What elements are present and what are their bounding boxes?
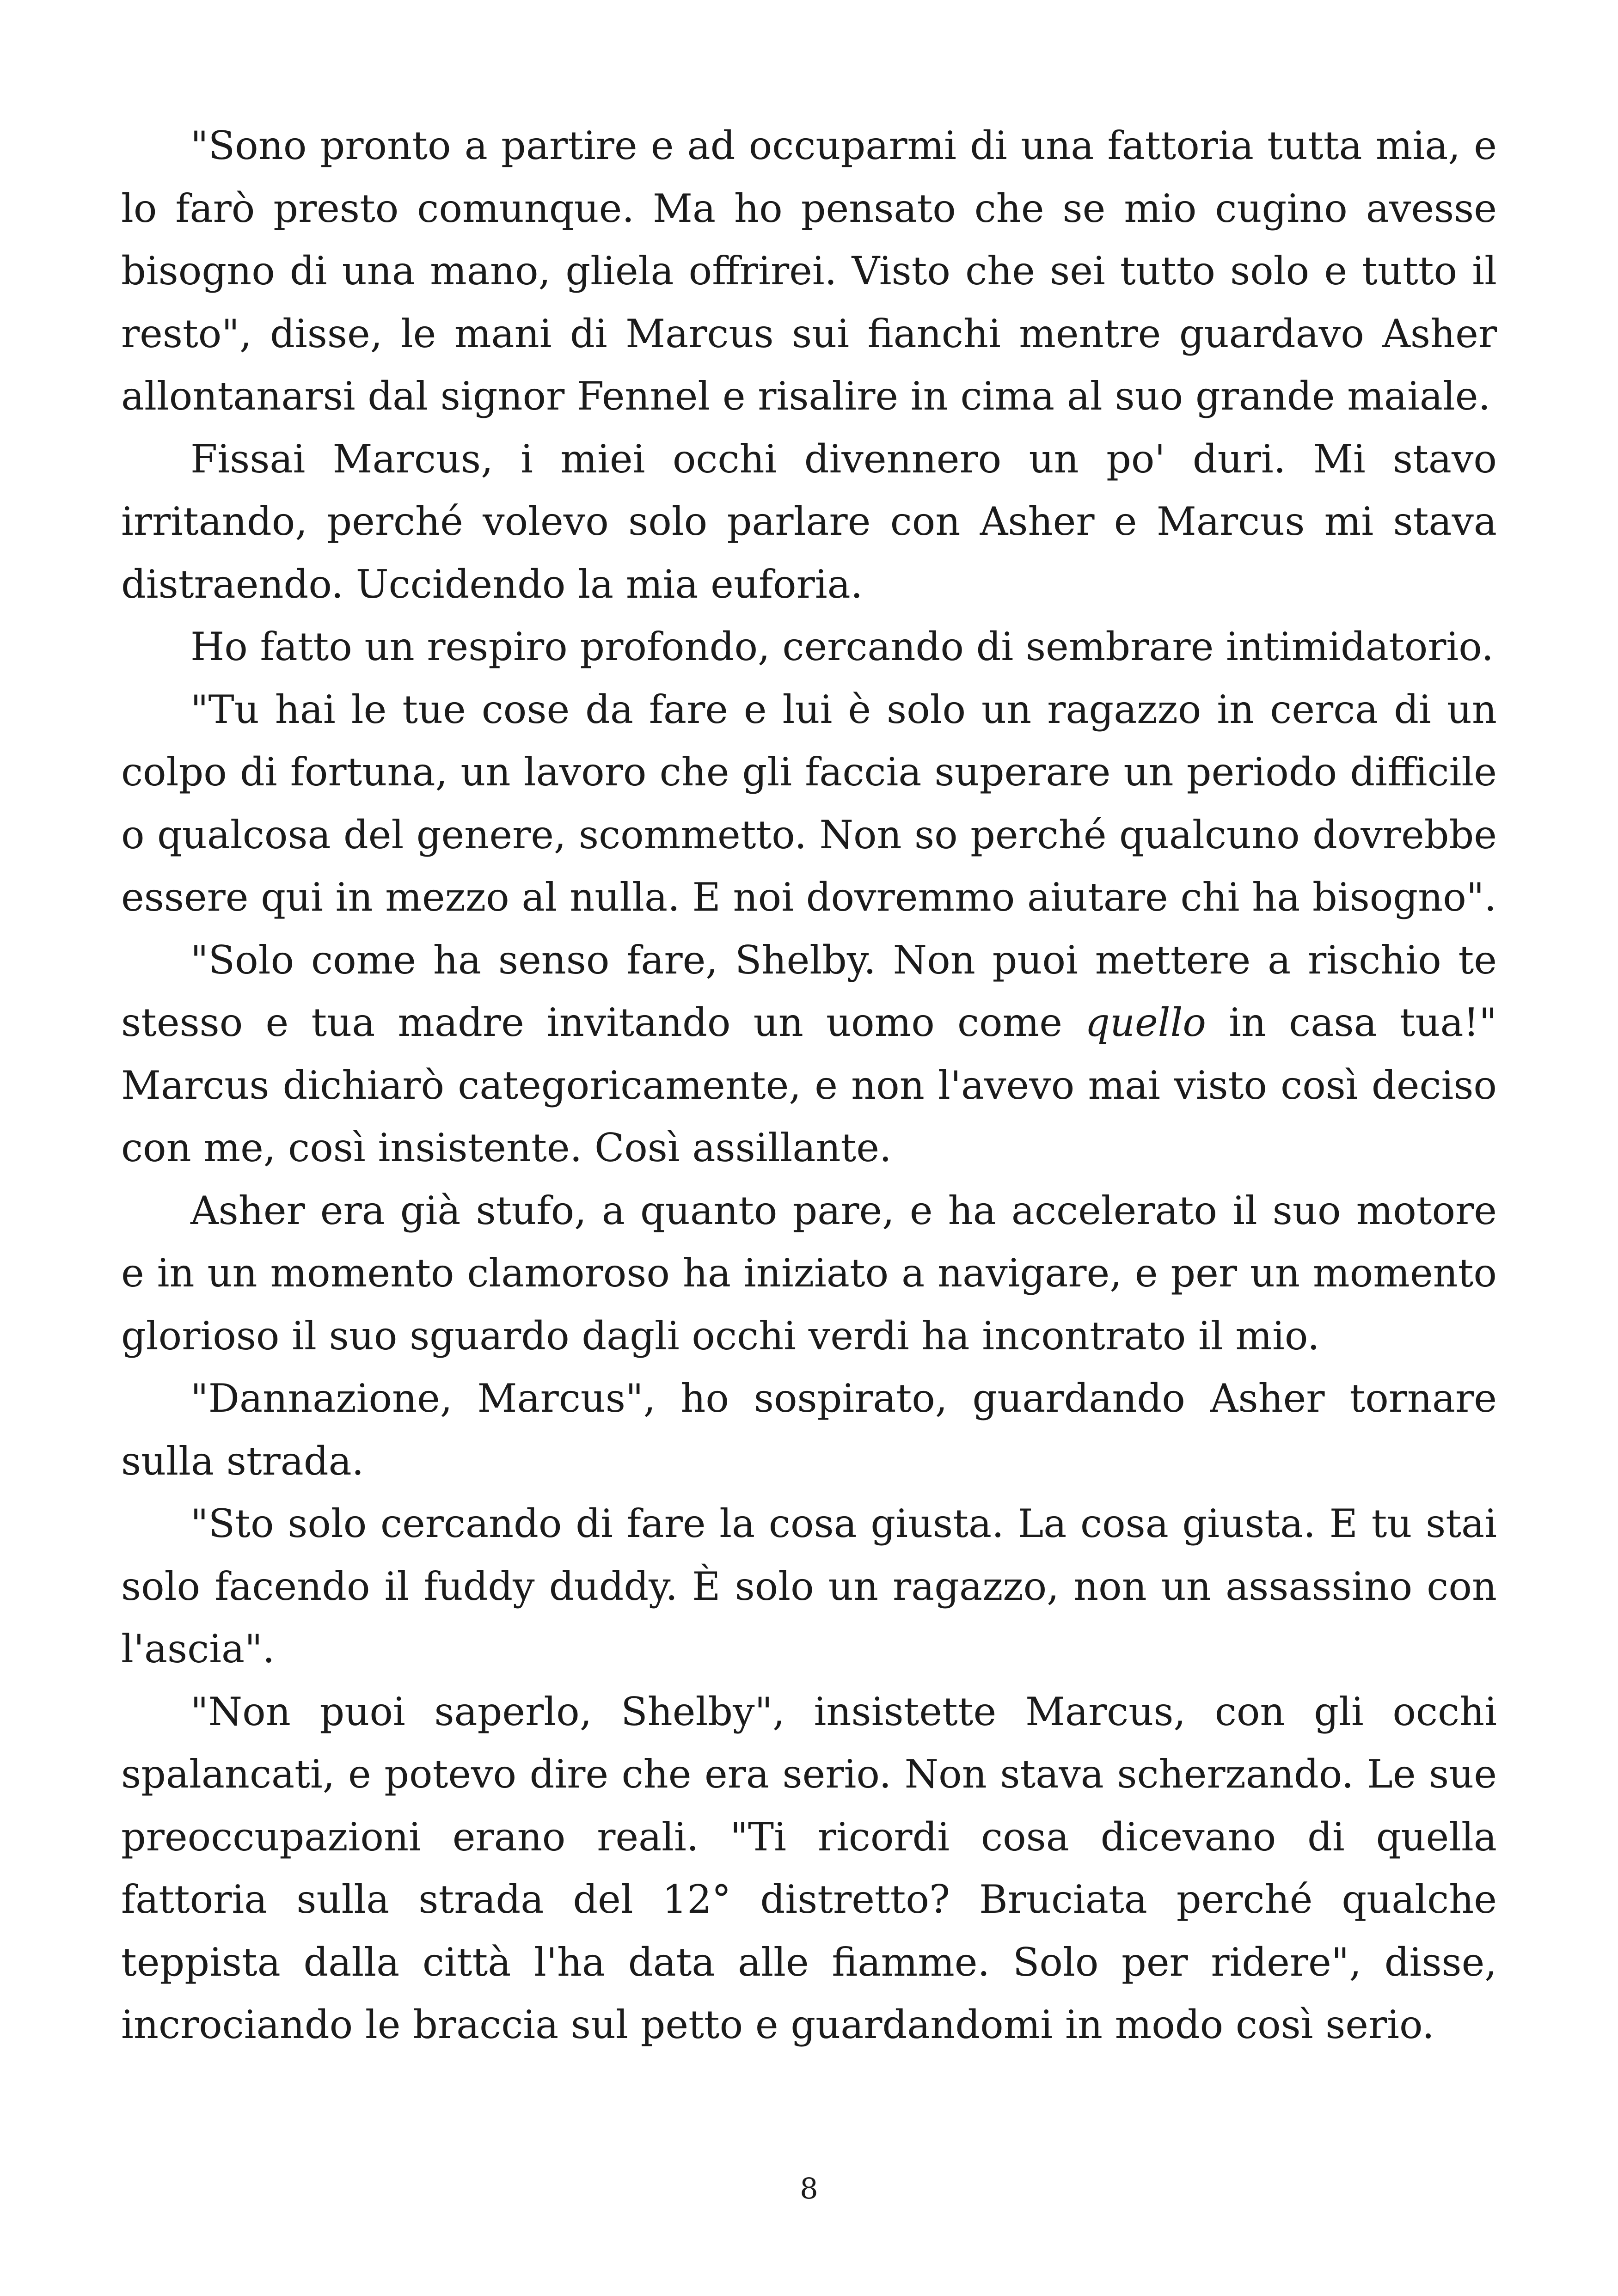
paragraph: "Tu hai le tue cose da fare e lui è solo un ragazzo in cerca di un colpo di fortuna, un lavoro che gli faccia superare un periodo difficile o qualcosa del genere, scommetto. Non so perché qualcuno dovrebbe essere qui in mezzo al nulla. E noi dovremmo aiutare chi ha bisogno".: [121, 686, 1497, 920]
page-number: 8: [800, 2172, 818, 2205]
paragraph: Asher era già stufo, a quanto pare, e ha accelerato il suo motore e in un momento clamoroso ha iniziato a navigare, e per un momento glorioso il suo sguardo dagli occhi verdi ha incontrato il mio.: [121, 1188, 1497, 1359]
paragraph-text: in casa tua!" Marcus dichiarò categoricamente, e non l'avevo mai visto così deciso con me, così insistente. Così assillante.: [121, 1000, 1497, 1170]
paragraph: "Sto solo cercando di fare la cosa giusta. La cosa giusta. E tu stai solo facendo il fuddy duddy. È solo un ragazzo, non un assassino con l'ascia".: [121, 1501, 1497, 1671]
paragraph: "Non puoi saperlo, Shelby", insistette Marcus, con gli occhi spalancati, e potevo dire che era serio. Non stava scherzando. Le sue preoccupazioni erano reali. "Ti ricordi cosa dicevano di quella fattoria sulla strada del 12° distretto? Bruciata perché qualche teppista dalla città l'ha data alle fiamme. Solo per ridere", disse, incrociando le braccia sul petto e guardandomi in modo così serio.: [121, 1689, 1497, 2047]
paragraph: "Dannazione, Marcus", ho sospirato, guardando Asher tornare sulla strada.: [121, 1376, 1497, 1484]
paragraph-text: "Solo come ha senso fare, Shelby. Non puoi mettere a rischio te stesso e tua madre invitando un uomo come: [121, 937, 1497, 1045]
body-text: [121, 115, 1497, 2057]
emphasized-word: quello: [1085, 1000, 1206, 1045]
paragraph: "Sono pronto a partire e ad occuparmi di una fattoria tutta mia, e lo farò presto comunque. Ma ho pensato che se mio cugino avesse bisogno di una mano, gliela offrirei. Visto che sei tutto solo e tutto il resto", disse, le mani di Marcus sui fianchi mentre guardavo Asher allontanarsi dal signor Fennel e risalire in cima al suo grande maiale.: [121, 123, 1497, 419]
paragraph: Fissai Marcus, i miei occhi divennero un po' duri. Mi stavo irritando, perché volevo solo parlare con Asher e Marcus mi stava distraendo. Uccidendo la mia euforia.: [121, 436, 1497, 607]
paragraph: [121, 929, 1497, 1180]
paragraph: Ho fatto un respiro profondo, cercando di sembrare intimidatorio.: [190, 624, 1494, 669]
